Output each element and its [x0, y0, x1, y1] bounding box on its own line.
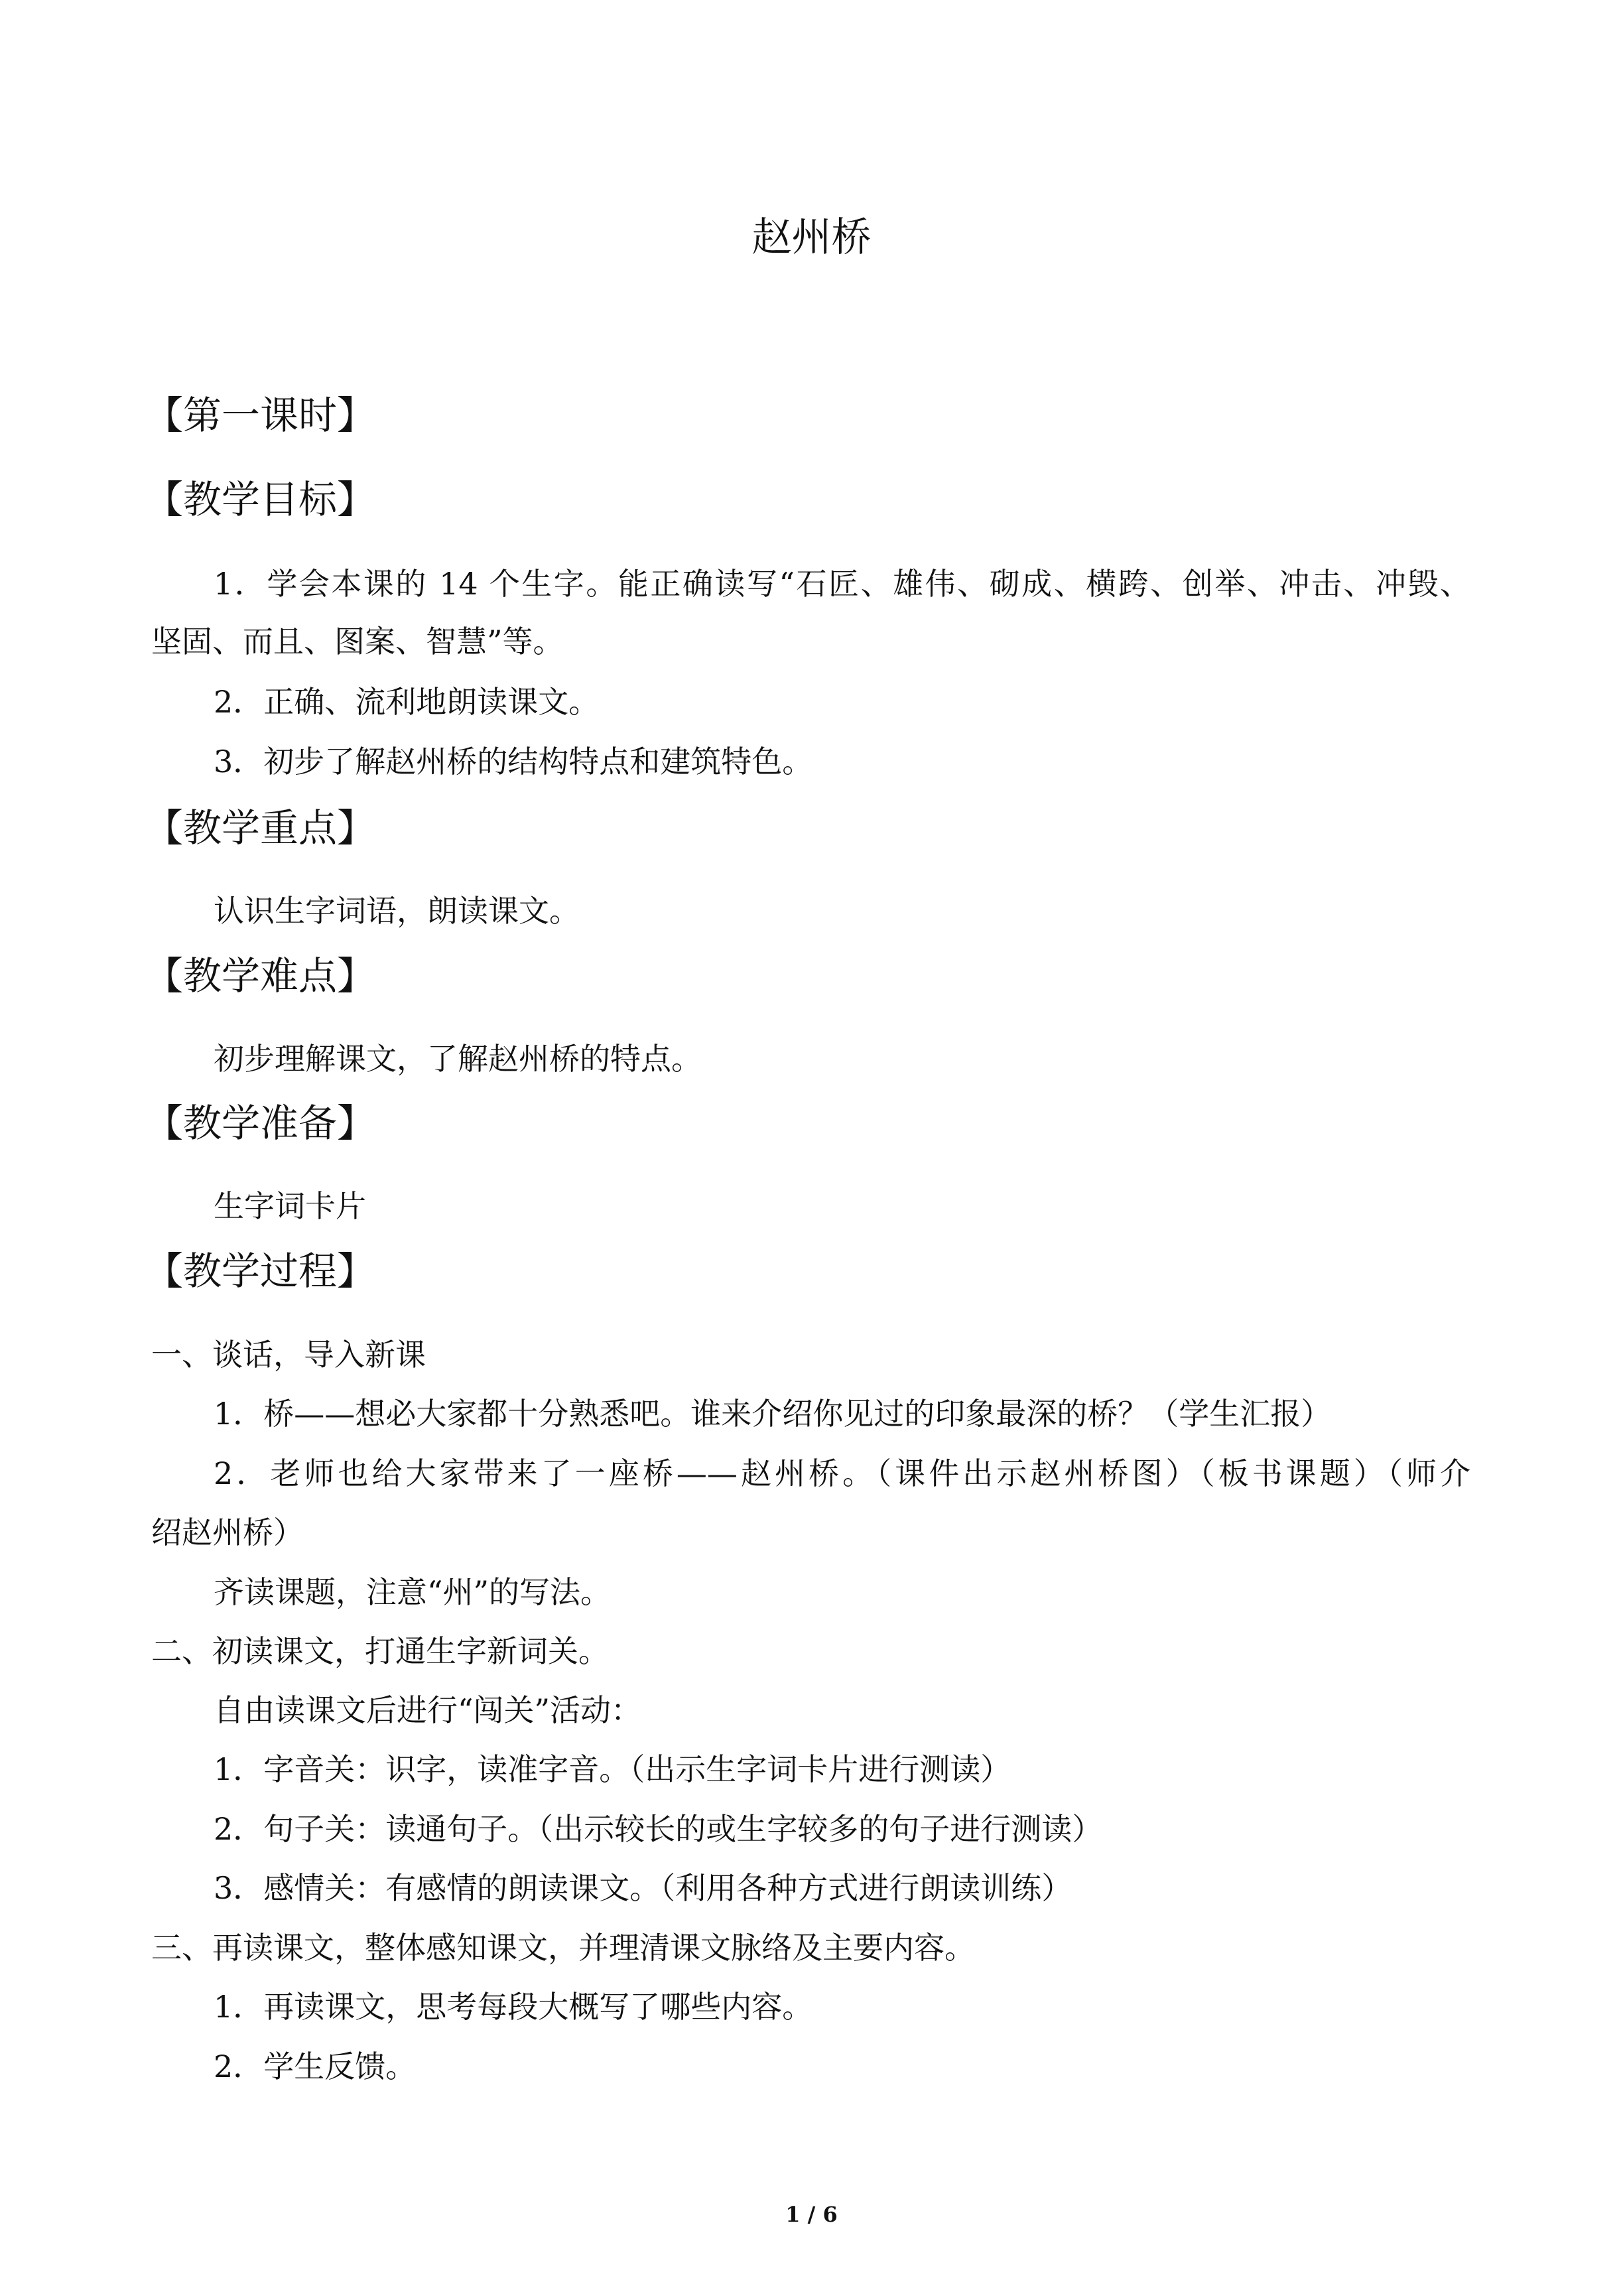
section-2-intro: 自由读课文后进行“闯关”活动： — [214, 1692, 642, 1728]
objective-3: 3．初步了解赵州桥的结构特点和建筑特色。 — [214, 744, 813, 779]
difficulties-heading: 【教学难点】 — [145, 953, 376, 998]
section-1-item-2-line-1: 2．老师也给大家带来了一座桥——赵州桥。（课件出示赵州桥图）（板书课题）（师介 — [214, 1455, 1470, 1491]
section-2-item-3: 3．感情关：有感情的朗读课文。（利用各种方式进行朗读训练） — [214, 1870, 1072, 1906]
difficulties-text: 初步理解课文，了解赵州桥的特点。 — [214, 1041, 702, 1077]
lesson-period-heading: 【第一课时】 — [145, 393, 376, 438]
section-1-item-2-line-2: 绍赵州桥） — [151, 1515, 304, 1550]
preparation-text: 生字词卡片 — [214, 1188, 366, 1224]
process-heading: 【教学过程】 — [145, 1249, 376, 1294]
section-1-note: 齐读课题，注意“州”的写法。 — [214, 1574, 612, 1610]
key-points-text: 认识生字词语，朗读课文。 — [214, 893, 580, 929]
section-1-item-1: 1．桥——想必大家都十分熟悉吧。谁来介绍你见过的印象最深的桥？（学生汇报） — [214, 1396, 1332, 1432]
section-2-item-1: 1．字音关：识字，读准字音。（出示生字词卡片进行测读） — [214, 1751, 1011, 1787]
key-points-heading: 【教学重点】 — [145, 805, 376, 850]
document-title: 赵州桥 — [751, 214, 872, 261]
objective-1-line-2: 坚固、而且、图案、智慧”等。 — [151, 624, 564, 659]
section-3-item-1: 1．再读课文，思考每段大概写了哪些内容。 — [214, 1989, 813, 2025]
preparation-heading: 【教学准备】 — [145, 1101, 376, 1146]
section-3-title: 三、再读课文，整体感知课文，并理清课文脉络及主要内容。 — [151, 1930, 975, 1966]
section-1-title: 一、谈话，导入新课 — [151, 1337, 426, 1373]
objective-1-line-1: 1．学会本课的 14 个生字。能正确读写“石匠、雄伟、砌成、横跨、创举、冲击、冲毁、 — [214, 566, 1470, 602]
objectives-heading: 【教学目标】 — [145, 477, 376, 522]
page-number: 1 / 6 — [785, 2202, 838, 2227]
section-3-item-2: 2．学生反馈。 — [214, 2049, 417, 2084]
section-2-title: 二、初读课文，打通生字新词关。 — [151, 1633, 609, 1669]
objective-2: 2．正确、流利地朗读课文。 — [214, 684, 600, 720]
section-2-item-2: 2．句子关：读通句子。（出示较长的或生字较多的句子进行测读） — [214, 1811, 1103, 1847]
